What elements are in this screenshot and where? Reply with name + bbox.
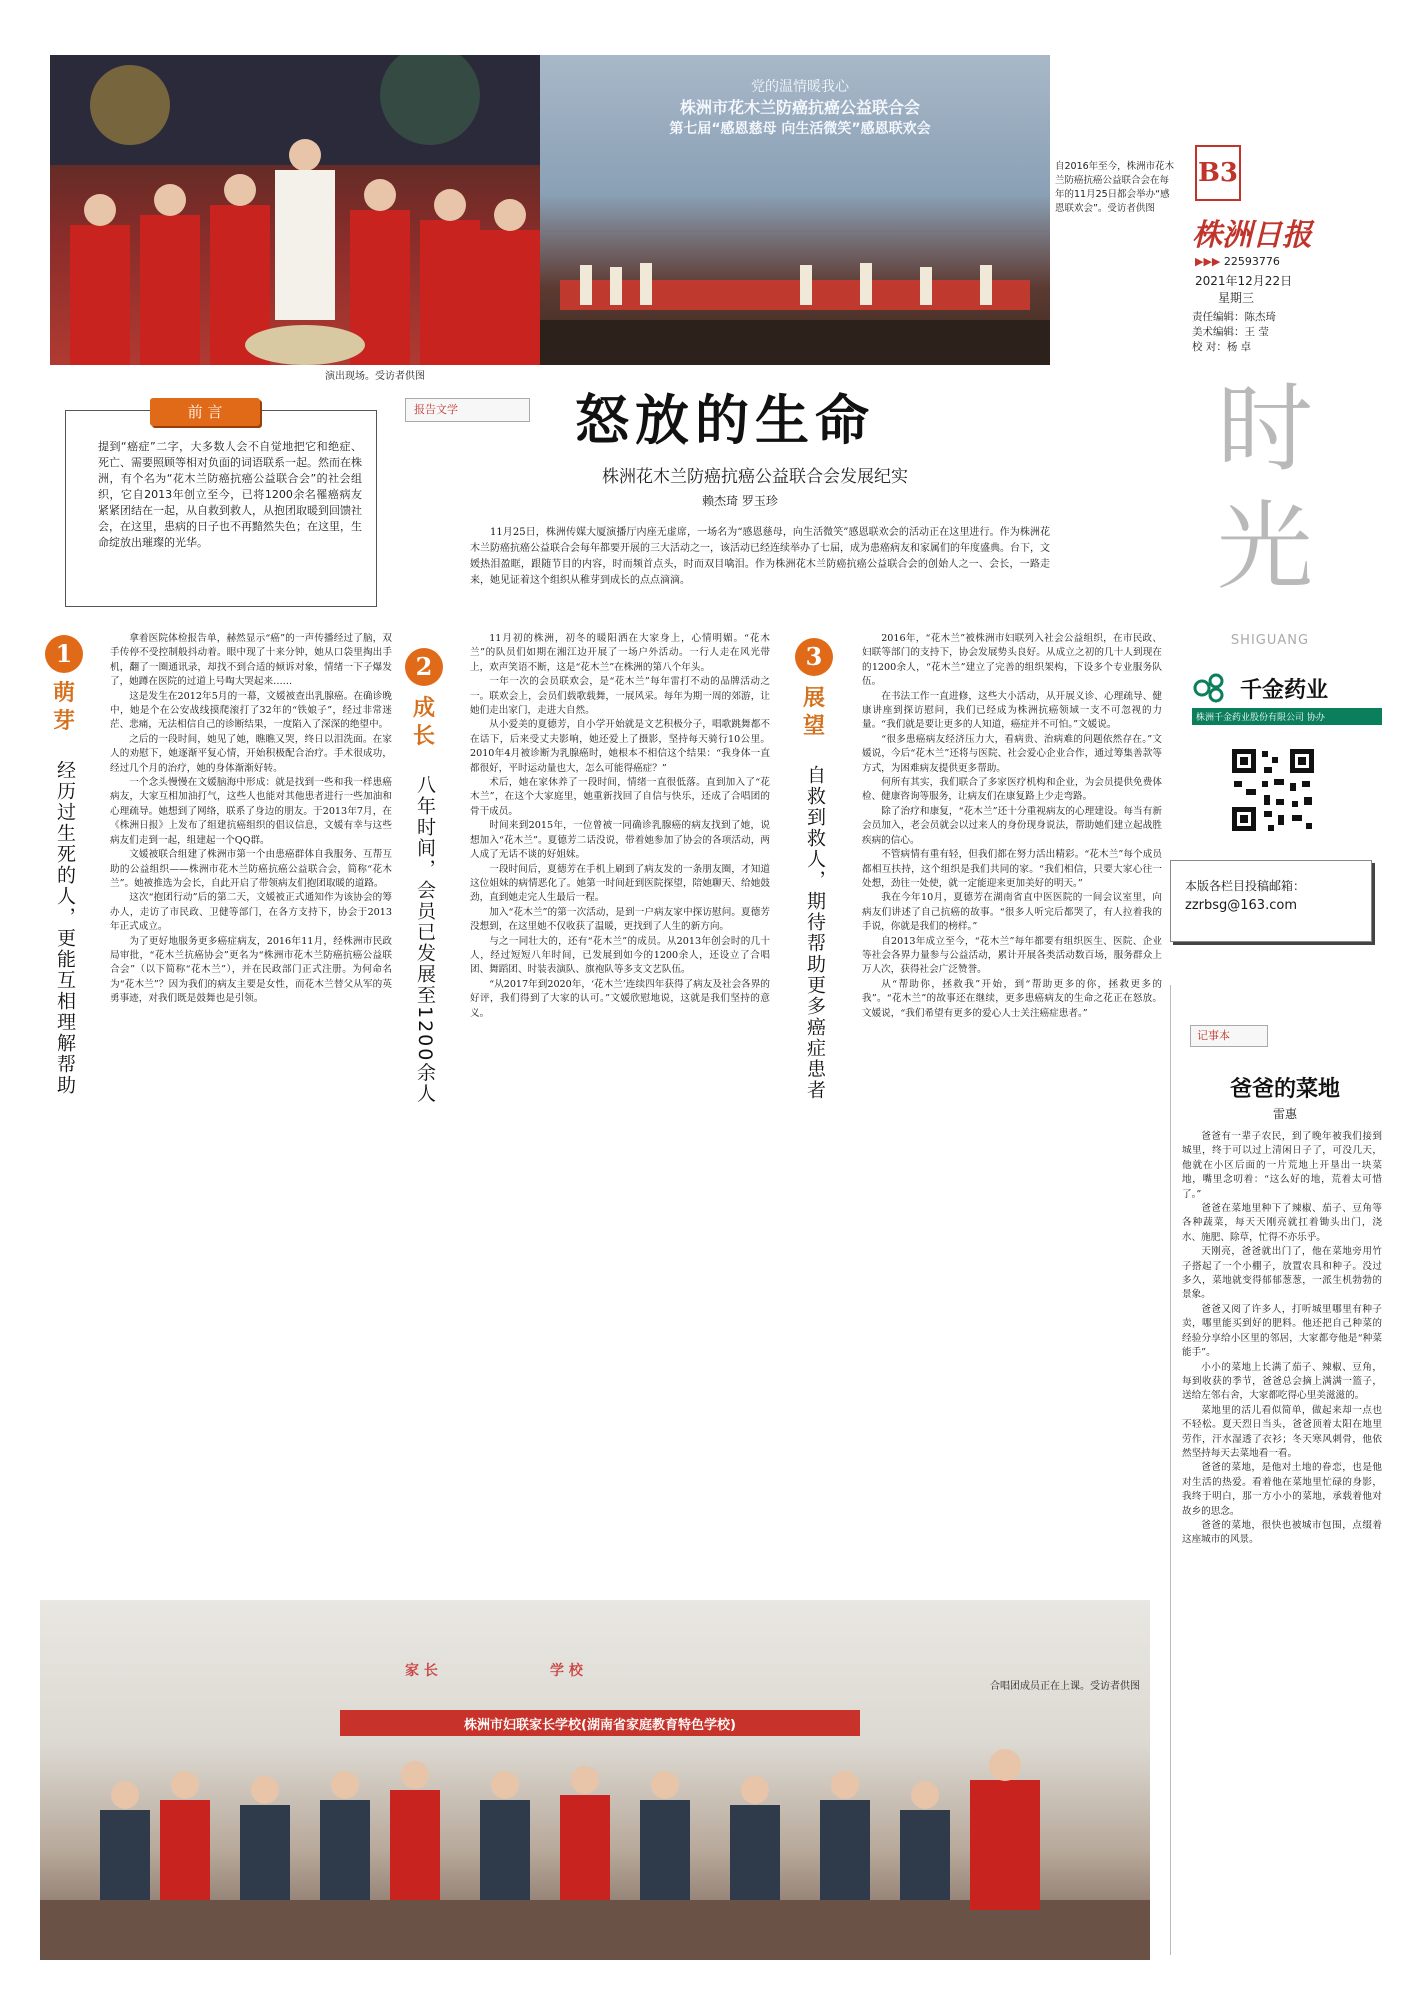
paragraph: 这次“抱团行动”后的第二天，文媛被正式通知作为该协会的筹办人，走访了市民政、卫健等部门，在各方支持下，协会于2013年正式成立。 [110,892,392,933]
paragraph: 一年一次的会员联欢会，是“花木兰”每年雷打不动的品牌活动之一。联欢会上，会员们载歌载舞，一展风采。每年为期一周的郊游，让她们走出家门，走进大自然。 [470,676,770,717]
side-story-title: 爸爸的菜地 [1229,1077,1340,1102]
paragraph: 我在今年10月，夏德芳在湖南省直中医医院的一间会议室里，向病友们讲述了自己抗癌的故事。“很多人听完后都哭了，有人拉着我的手说，你就是我们的榜样。” [862,892,1162,933]
paragraph: 何所有其实，我们联合了多家医疗机构和企业，为会员提供免费体检、健康咨询等服务，让病友们在康复路上少走弯路。 [862,777,1162,803]
paragraph: 在书法工作一直进修，这些大小活动，从开展义诊、心理疏导、健康讲座到探访慰问，我们已经成为株洲抗癌领域一支不可忽视的力量。“我们就是要让更多的人知道，癌症并不可怕。”文媛说。 [862,690,1162,731]
section-3-title: 展望 [802,686,825,739]
editor-line: 校 对：杨 卓 [1192,341,1252,353]
section-3-subhead: 自救到救人，期待帮助更多癌症患者 [804,765,826,1101]
paragraph: 天刚亮，爸爸就出门了，他在菜地旁用竹子搭起了一个小棚子，放置农具和种子。没过多久，菜地就变得郁郁葱葱，一派生机勃勃的景象。 [1182,1246,1382,1301]
section-3-body [862,632,1162,1652]
bottom-caption: 合唱团成员正在上课。受访者供图 [990,1681,1140,1692]
phone-text: 22593776 [1223,255,1280,268]
paragraph: 之后的一段时间，她见了她，瞧瞧又哭，终日以泪洗面。在家人的劝慰下，她逐渐平复心情，开始积极配合治疗。手术很成功，经过几个月的治疗，她的身体渐渐好转。 [110,733,392,774]
banner-line3: 第七届“感恩慈母 向生活微笑”感恩联欢会 [669,121,931,137]
top-right-caption: 自2016年至今，株洲市花木兰防癌抗癌公益联合会在每年的11月25日都会举办“感恩联欢会”。受访者供图 [1055,161,1175,214]
paragraph: 爸爸又阅了许多人，打听城里哪里有种子卖，哪里能买到好的肥料。他还把自己种菜的经验分享给小区里的邻居，大家都夸他是“种菜能手”。 [1182,1303,1382,1359]
submission-email[interactable]: zzrbsg@163.com [1185,898,1297,913]
banner-line1: 党的温情暖我心 [751,79,849,95]
article-lead: 11月25日，株洲传媒大厦演播厅内座无虚席，一场名为“感恩慈母，向生活微笑”感恩联欢会的活动正在这里进行。作为株洲花木兰防癌抗癌公益联合会每年都要开展的三大活动之一，该活动已经连续举办了七届，成为患癌病友和家属们的年度盛典。台下，文媛热泪盈眶，跟随节目的内容，时而频首点头，时而双目噙泪。作为株洲花木兰防癌抗癌公益联合会的创始人之一、会长，一路走来，她见证着这个组织从稚芽到成长的点点滴滴。 [470,527,1050,586]
section-1-subhead: 经历过生死的人，更能互相理解帮助 [54,760,76,1096]
paragraph: 从小爱美的夏德芳，自小学开始就是文艺积极分子，唱歌跳舞都不在话下，后来受丈夫影响，她还爱上了摄影，坚持每天骑行10公里。2010年4月被诊断为乳腺癌时，她根本不相信这个结果：“我身体一直都很好，平时运动量也大，怎么可能得癌症？” [470,719,770,774]
paragraph: “很多患癌病友经济压力大，看病贵、治病难的问题依然存在。”文媛说，今后“花木兰”还将与医院、社会爱心企业合作，通过筹集善款等方式，为困难病友提供更多帮助。 [862,733,1162,774]
paragraph: 除了治疗和康复，“花木兰”还十分重视病友的心理建设。每当有新会员加入，老会员就会以过来人的身份现身说法，帮助她们建立起战胜疾病的信心。 [862,805,1162,846]
section-1-number: 1 [45,635,83,673]
preface-label: 前 言 [150,398,260,426]
section-big-title: 时光 [1217,373,1313,603]
top-left-photo [50,55,540,365]
sponsor-logo-icon [1192,672,1232,704]
qr-code-icon [1228,745,1318,835]
paragraph: 术后，她在家休养了一段时间，情绪一直很低落。直到加入了“花木兰”，在这个大家庭里，她重新找回了自信与快乐，还成了合唱团的骨干成员。 [470,777,770,817]
bottom-wall-label-1: 家 长 [405,1663,438,1679]
preface-box [65,410,377,607]
sponsor-brand: 千金药业 [1240,677,1329,703]
paragraph: 拿着医院体检报告单，赫然显示“癌”的一声传播经过了脑，双手传停不受控制般抖动着。眼中现了十来分钟，她从口袋里掏出手机，翻了一圈通讯录，却找不到合适的倾诉对象，情绪一下子爆发了，她蹲在医院的过道上号啕大哭起来…… [110,633,392,688]
paragraph: 11月初的株洲，初冬的暖阳洒在大家身上，心情明媚。“花木兰”的队员们如期在湘江边开展了一场户外活动。一行人走在风光带上，欢声笑语不断，这是“花木兰”在株洲的第八个年头。 [470,633,770,673]
sponsor-block [1192,672,1382,725]
side-story-body [1182,1130,1382,1980]
paragraph: 从“帮助你，拯救我”开始，到“帮助更多的你，拯救更多的我”。“花木兰”的故事还在继续，更多患癌病友的生命之花正在怒放。文媛说，“我们希望有更多的爱心人士关注癌症患者。” [862,978,1162,1019]
paragraph: 与之一同壮大的，还有“花木兰”的成员。从2013年创会时的几十人，经过短短八年时间，已发展到如今的1200余人，还设立了合唱团、舞蹈团、时装表演队、旗袍队等多支文艺队伍。 [470,935,770,976]
side-story-author: 雷惠 [1272,1107,1297,1121]
qr-code[interactable] [1228,745,1318,835]
paper-phone [1195,255,1280,268]
section-3-number: 3 [795,638,833,676]
article-byline: 赖杰琦 罗玉珍 [702,494,778,508]
choir-class-illustration [40,1600,1150,1960]
section-pinyin: SHIGUANG [1230,633,1310,648]
page-code-box: B3 [1195,145,1241,201]
article-tag: 报告文学 [405,398,530,422]
top-right-photo [540,55,1050,365]
bottom-banner: 株洲市妇联家长学校(湖南省家庭教育特色学校) [464,1718,736,1733]
section-1-title: 萌芽 [52,681,75,734]
issue-date: 2021年12月22日 [1195,274,1293,288]
paragraph: 爸爸在菜地里种下了辣椒、茄子、豆角等各种蔬菜，每天天刚亮就扛着锄头出门，浇水、施肥、除草，忙得不亦乐乎。 [1182,1203,1382,1243]
paragraph: “从2017年到2020年，‘花木兰’连续四年获得了病友及社会各界的好评，我们得到了大家的认可。”文媛欣慰地说，这就是我们坚持的意义。 [470,978,770,1019]
issue-weekday: 星期三 [1218,291,1255,305]
preface-text: 提到“癌症”二字，大多数人会不自觉地把它和绝症、死亡、需要照顾等相对负面的词语联系一起。然而在株洲，有个名为“花木兰防癌抗癌公益联合会”的社会组织，它自2013年创立至今，已将1200余名罹癌病友紧紧团结在一起，从自救到救人，从抱团取暖到回馈社会，在这里，患病的日子也不再黯然失色；在这里，生命绽放出璀璨的光华。 [98,440,362,549]
section-2-subhead: 八年时间，会员已发展至1200余人 [414,775,436,1105]
performers-illustration [50,55,540,365]
section-1-body [110,632,392,1672]
submission-box [1170,860,1372,942]
section-2-title: 成长 [412,696,435,749]
editor-line: 美术编辑：王 莹 [1192,326,1269,338]
section-2-body [470,632,770,1597]
paragraph: 文媛被联合组建了株洲市第一个由患癌群体自我服务、互帮互助的公益组织——株洲市花木兰防癌抗癌公益联合会，简称“花木兰”。她被推选为会长，自此开启了带领病友们抱团取暖的道路。 [110,849,392,889]
article-title: 怒放的生命 [575,388,875,452]
paragraph: 这是发生在2012年5月的一幕，文媛被查出乳腺癌。在确诊晚中，她是个在公安战线摸爬滚打了32年的“铁娘子”，经过非常迷茫、悲痛，无法相信自己的诊断结果，一度陷入了深深的绝望中。 [110,690,392,731]
paragraph: 时间来到2015年，一位曾被一同确诊乳腺癌的病友找到了她，说想加入“花木兰”。夏德芳二话没说，带着她参加了协会的各项活动，两人成了无话不谈的好姐妹。 [470,820,770,861]
article-subtitle: 株洲花木兰防癌抗癌公益联合会发展纪实 [602,467,908,487]
paragraph: 爸爸的菜地，是他对土地的眷恋，也是他对生活的热爱。看着他在菜地里忙碌的身影，我终于明白，那一方小小的菜地，承载着他对故乡的思念。 [1182,1462,1382,1517]
editor-line: 责任编辑：陈杰琦 [1192,311,1276,323]
paragraph: 为了更好地服务更多癌症病友，2016年11月，经株洲市民政局审批，“花木兰抗癌协会”更名为“株洲市花木兰防癌抗癌公益联合会”（以下简称“花木兰”），并在民政部门正式注册。为何命名为“花木兰”？因为我们的病友主要是女性，而花木兰替父从军的英勇事迹，对我们既是鼓舞也是引领。 [110,935,392,1005]
column-divider [1170,985,1171,1955]
paragraph: 爸爸有一辈子农民，到了晚年被我们接到城里，终于可以过上清闲日子了，可没几天，他就在小区后面的一片荒地上开垦出一块菜地，嘴里念叨着：“这么好的地，荒着太可惜了。” [1182,1131,1382,1200]
paragraph: 自2013年成立至今，“花木兰”每年都要有组织医生、医院、企业等社会各界力量参与公益活动，累计开展各类活动数百场，服务群众上万人次，获得社会广泛赞誉。 [862,935,1162,976]
paragraph: 一段时间后，夏德芳在手机上刷到了病友发的一条朋友圈，才知道这位姐妹的病情恶化了。她第一时间赶到医院探望，陪她聊天、给她鼓劲，直到她走完人生最后一程。 [470,863,770,904]
stage-illustration [540,55,1050,365]
paper-name: 株洲日报 [1192,218,1312,253]
submission-label: 本版各栏目投稿邮箱： [1185,879,1306,893]
paragraph: 2016年，“花木兰”被株洲市妇联列入社会公益组织，在市民政、妇联等部门的支持下，协会发展势头良好。从成立之初的几十人到现在的1200余人，“花木兰”建立了完善的组织架构，下设多个专业服务队伍。 [862,633,1162,688]
editor-list [1192,310,1276,355]
side-story-tag: 记事本 [1190,1025,1268,1047]
bottom-wall-label-2: 学 校 [550,1663,583,1679]
arrows-icon: ▶▶▶ [1195,255,1221,268]
paragraph: 爸爸的菜地，很快也被城市包围，点缀着这座城市的风景。 [1182,1519,1382,1546]
paragraph: 不管病情有重有轻，但我们都在努力活出精彩。“花木兰”每个成员都相互扶持，这个组织是我们共同的家。“我们相信，只要大家心往一处想，劲往一处使，就一定能迎来更加美好的明天。” [862,849,1162,889]
sponsor-line: 株洲千金药业股份有限公司 协办 [1192,708,1382,725]
bottom-photo [40,1600,1150,1960]
paragraph: 小小的菜地上长满了茄子、辣椒、豆角，每到收获的季节，爸爸总会摘上满满一篮子，送给左邻右舍，大家都吃得心里美滋滋的。 [1182,1361,1382,1402]
section-2-number: 2 [405,648,443,686]
paragraph: 加入“花木兰”的第一次活动，是到一户病友家中探访慰问。夏德芳没想到，在这里她不仅收获了温暖，更找到了人生的新方向。 [470,906,770,933]
paragraph: 一个念头慢慢在文媛脑海中形成：就是找到一些和我一样患癌病友，大家互相加油打气，这些人也能对其他患者进行一些加油和心理疏导。她想到了网络，联系了身边的朋友。于2013年7月，在《株洲日报》上发布了组建抗癌组织的倡议信息，文媛有幸与这些病友们走到一起，组建起一个QQ群。 [110,777,392,846]
paragraph: 菜地里的活儿看似简单，做起来却一点也不轻松。夏天烈日当头，爸爸顶着太阳在地里劳作，汗水湿透了衣衫；冬天寒风刺骨，他依然坚持每天去菜地看一看。 [1182,1404,1382,1459]
banner-line2: 株洲市花木兰防癌抗癌公益联合会 [679,98,920,117]
top-left-caption: 演出现场。受访者供图 [325,371,425,382]
